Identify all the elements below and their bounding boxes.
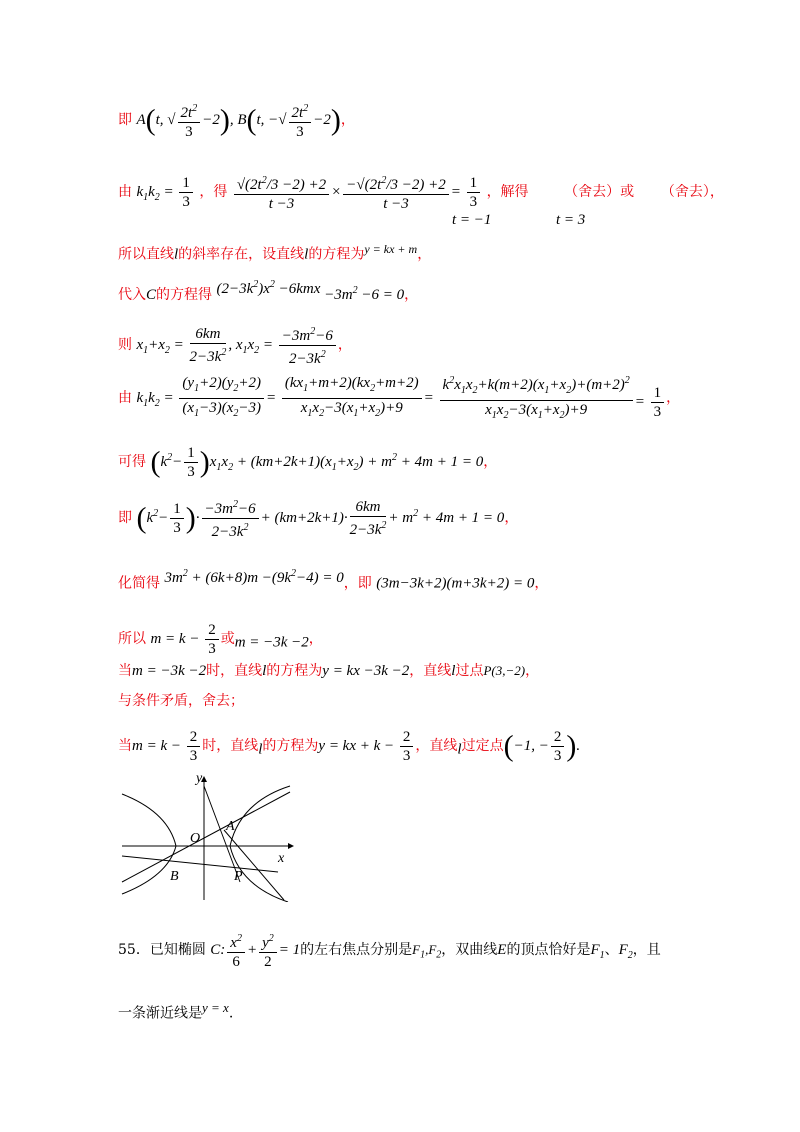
label-P: P <box>234 869 243 884</box>
label-A: A <box>226 819 235 834</box>
line-10: 所以 m = k − $\frac{2}{3}$ 或m = −3k −2， <box>118 622 323 657</box>
formula-t-3: t = 3 <box>556 212 586 228</box>
formula-fixed-point: (−1, − $\frac{2}{3}$ ). <box>503 729 581 764</box>
formula-substituted: $(2-3k^2)x^2 -6kmx -3m^2 -6 = 0$ <box>216 279 405 303</box>
text-discard-2: （舍去）， <box>660 183 724 200</box>
line-11: 当m = −3k −2时，直线l的方程为y = kx −3k −2，直线l过点P(3,−2)， <box>118 663 540 679</box>
formula-t-neg1: t = −1 <box>452 212 492 228</box>
line-9: 化简得 $3m^2 + (6k+8)m -(9k^2-4) = 0$，即 (3m−3k+2)(m+3k+2) = 0， <box>118 568 549 592</box>
formula-slope-product: $k_1k_2$ = $\frac{(y_1+2)(y_2+2)}{(x_1-3)(x_2-3)}$ = $\frac{(kx_1+m+2)(kx_2+m+2)}{x_1x_2-3(x_1+x_2)+9}$ = $\frac{k^2x_1x_2+k(m+2)(x_1+x_2)+(m+2)^2}{x_1x_2-3(x_1+x_2)+9}$ = $\frac{1}{3}$ <box>136 390 666 406</box>
line-6: 由 $k_1k_2$ = $\frac{(y_1+2)(y_2+2)}{(x_1-3)(x_2-3)}$ = $\frac{(kx_1+m+2)(kx_2+m+2)}{x_1x_2-3(x_1+x_2)+9}$ = $\frac{k^2x_1x_2+k(m+2)(x_1+x_2)+(m+2)^2}{x_1x_2-3(x_1+x_2)+9}$ = $\frac{1}{3}$ ， <box>118 372 680 425</box>
line-8: 即 ($k^2-$ $\frac{1}{3}$ )· $\frac{-3m^2-6}{2-3k^2}$ + (km+2k+1)· $\frac{6km}{2-3k^2}$ + $m^2 + 4m + 1 = 0$， <box>118 496 518 541</box>
formula-expanded: ($k^2-$ $\frac{1}{3}$ )· $\frac{-3m^2-6}{2-3k^2}$ + (km+2k+1)· $\frac{6km}{2-3k^2}$ + $m^2 + 4m + 1 = 0$ <box>136 510 504 526</box>
formula-k1k2: $k_1k_2$ = $\frac{1}{3}$ <box>136 184 194 200</box>
line-7: 可得 ($k^2-$ $\frac{1}{3}$ )$x_1x_2 + (km+2k+1)(x_1+x_2) + m^2 + 4m + 1 = 0$， <box>118 445 498 480</box>
formula-ellipse: C: $\frac{x^2}{6}$ + $\frac{y^2}{2}$ = 1 <box>210 942 300 958</box>
label-x: x <box>278 851 285 866</box>
line-13: 当m = k − $\frac{2}{3}$ 时，直线l的方程为y = kx + k − $\frac{2}{3}$ ，直线l过定点(−1, − $\frac{2}{3}$ ). <box>118 729 581 764</box>
figure-svg <box>118 772 298 902</box>
line-steep <box>204 786 240 882</box>
formula-derived: ($k^2-$ $\frac{1}{3}$ )$x_1x_2 + (km+2k+1)(x_1+x_2) + m^2 + 4m + 1 = 0$ <box>150 445 484 480</box>
text-discard-1: （舍去）或 <box>564 183 635 200</box>
question-55: 55．已知椭圆 C: $\frac{x^2}{6}$ + $\frac{y^2}{2}$ = 1的左右焦点分别是$F_1,F_2$，双曲线E的顶点恰好是$F_1$、$F_2$，且 <box>118 930 661 971</box>
line-12: 与条件矛盾，舍去； <box>118 693 244 709</box>
formula-m2: m = −3k −2 <box>234 634 309 651</box>
label-y: y <box>196 772 203 786</box>
hyperbola-left-branch <box>122 794 176 894</box>
hyperbola-figure <box>118 772 298 906</box>
label-O: O <box>190 831 201 846</box>
formula-A-B: A(t, √ $\frac{2t^2}{3}$ −2), B(t, −√ $\frac{2t^2}{3}$ −2) <box>136 112 340 128</box>
line-5: 则 $x_1+x_2$ = $\frac{6km}{2-3k^2}$ , $x_1x_2$ = $\frac{-3m^2-6}{2-3k^2}$ ， <box>118 323 352 368</box>
x-axis-arrow <box>288 843 294 849</box>
line-3: 所以直线l的斜率存在，设直线l的方程为y = kx + m， <box>118 242 432 263</box>
label-B: B <box>170 869 179 884</box>
line-through-A <box>122 792 290 882</box>
line-1: 即 A(t, √ $\frac{2t^2}{3}$ −2), B(t, −√ $\frac{2t^2}{3}$ −2)， <box>118 100 355 141</box>
formula-m1: m = k − $\frac{2}{3}$ <box>150 631 220 647</box>
line-A-P <box>224 830 284 900</box>
formula-product: $\frac{√(2t^2/3 -2) +2}{t -3}$ × $\frac{-√(2t^2/3 -2) +2}{t -3}$ = $\frac{1}{3}$ <box>232 184 482 200</box>
formula-simplified: $3m^2 + (6k+8)m -(9k^2-4) = 0$ <box>164 568 344 586</box>
text-jiede: ，解得 <box>486 183 529 200</box>
formula-vieta: $x_1+x_2$ = $\frac{6km}{2-3k^2}$ , $x_1x_2$ = $\frac{-3m^2-6}{2-3k^2}$ <box>136 337 337 353</box>
question-55-line-2: 一条渐近线是y = x. <box>118 1000 234 1022</box>
text-you: 由 <box>118 183 132 200</box>
hyperbola-right-branch <box>230 786 290 902</box>
text-de: ，得 <box>199 183 228 200</box>
line-2 <box>118 172 724 213</box>
line-4: 代入C的方程得 $(2-3k^2)x^2 -6kmx -3m^2 -6 = 0$， <box>118 279 419 303</box>
text-ji: 即 <box>118 111 132 128</box>
formula-factored: (3m−3k+2)(m+3k+2) = 0 <box>376 575 535 592</box>
